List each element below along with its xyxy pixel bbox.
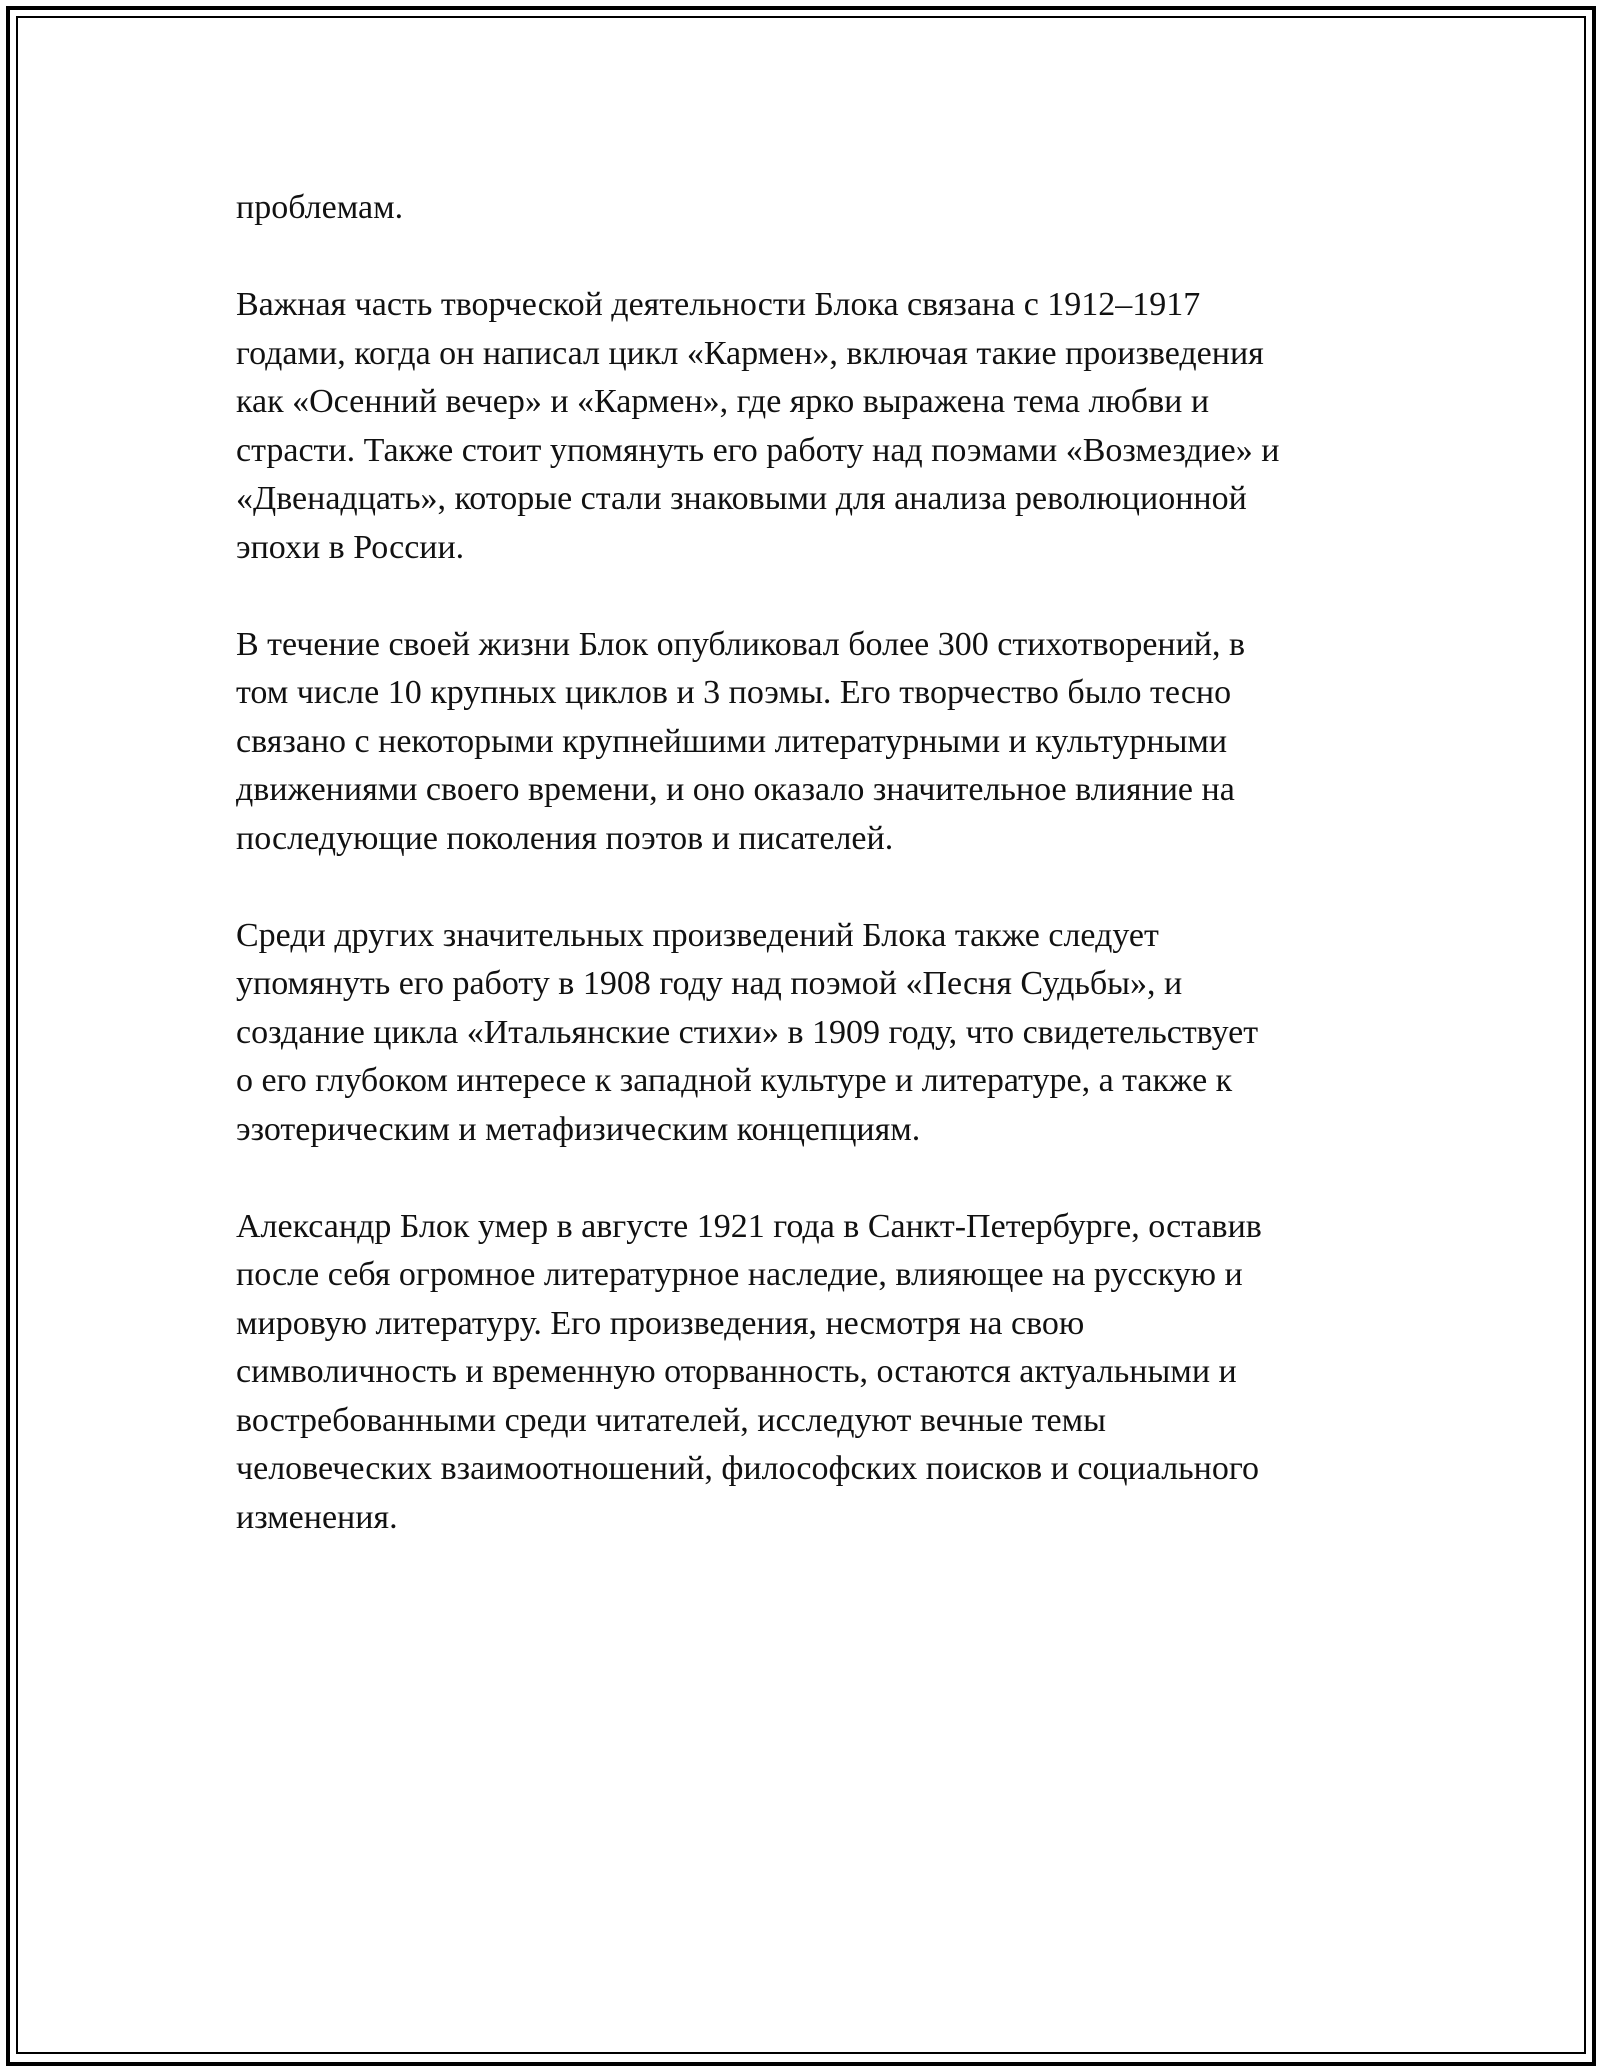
text-line: В течение своей жизни Блок опубликовал более 300 стихотворений, в (236, 625, 1246, 663)
text-line: эпохи в России. (236, 528, 465, 566)
text-line: страсти. Также стоит упомянуть его работу над поэмами «Возмездие» и (236, 431, 1280, 469)
text-line: о его глубоком интересе к западной культуре и литературе, а также к (236, 1062, 1233, 1099)
text-line: эзотерическим и метафизическим концепциям. (236, 1110, 921, 1148)
text-line: человеческих взаимоотношений, философских поисков и социального (236, 1450, 1259, 1487)
text-line: упомянуть его работу в 1908 году над поэмой «Песня Судьбы», и (236, 965, 1183, 1002)
paragraph-1 (236, 184, 1386, 233)
text-line: «Двенадцать», которые стали знаковыми для анализа революционной (236, 480, 1247, 517)
text-line: связано с некоторыми крупнейшими литературными и культурными (236, 722, 1228, 760)
text-line: изменения. (236, 1498, 398, 1536)
text-line: Важная часть творческой деятельности Блока связана с 1912–1917 (236, 286, 1201, 323)
text-line: после себя огромное литературное наследие, влияющее на русскую и (236, 1256, 1243, 1293)
text-line: движениями своего времени, и оно оказало значительное влияние на (236, 771, 1235, 808)
text-line: Александр Блок умер в августе 1921 года в Санкт-Петербурге, оставив (236, 1207, 1262, 1245)
text-line: создание цикла «Итальянские стихи» в 1909 году, что свидетельствует (236, 1013, 1259, 1051)
text-line: символичность и временную оторванность, остаются актуальными и (236, 1353, 1237, 1390)
paragraph-5 (236, 1203, 1386, 1543)
text-line: проблемам. (236, 189, 404, 226)
text-line: как «Осенний вечер» и «Кармен», где ярко выражена тема любви и (236, 383, 1210, 420)
paragraph-3 (236, 621, 1386, 864)
text-line: том числе 10 крупных циклов и 3 поэмы. Его творчество было тесно (236, 674, 1232, 711)
document-body (236, 184, 1386, 1591)
paragraph-2 (236, 281, 1386, 572)
text-line: Среди других значительных произведений Блока также следует (236, 916, 1159, 954)
text-line: мировую литературу. Его произведения, несмотря на свою (236, 1304, 1085, 1342)
paragraph-4 (236, 912, 1386, 1155)
text-line: последующие поколения поэтов и писателей. (236, 819, 894, 857)
text-line: востребованными среди читателей, исследуют вечные темы (236, 1401, 1107, 1439)
text-line: годами, когда он написал цикл «Кармен», включая такие произведения (236, 334, 1264, 372)
